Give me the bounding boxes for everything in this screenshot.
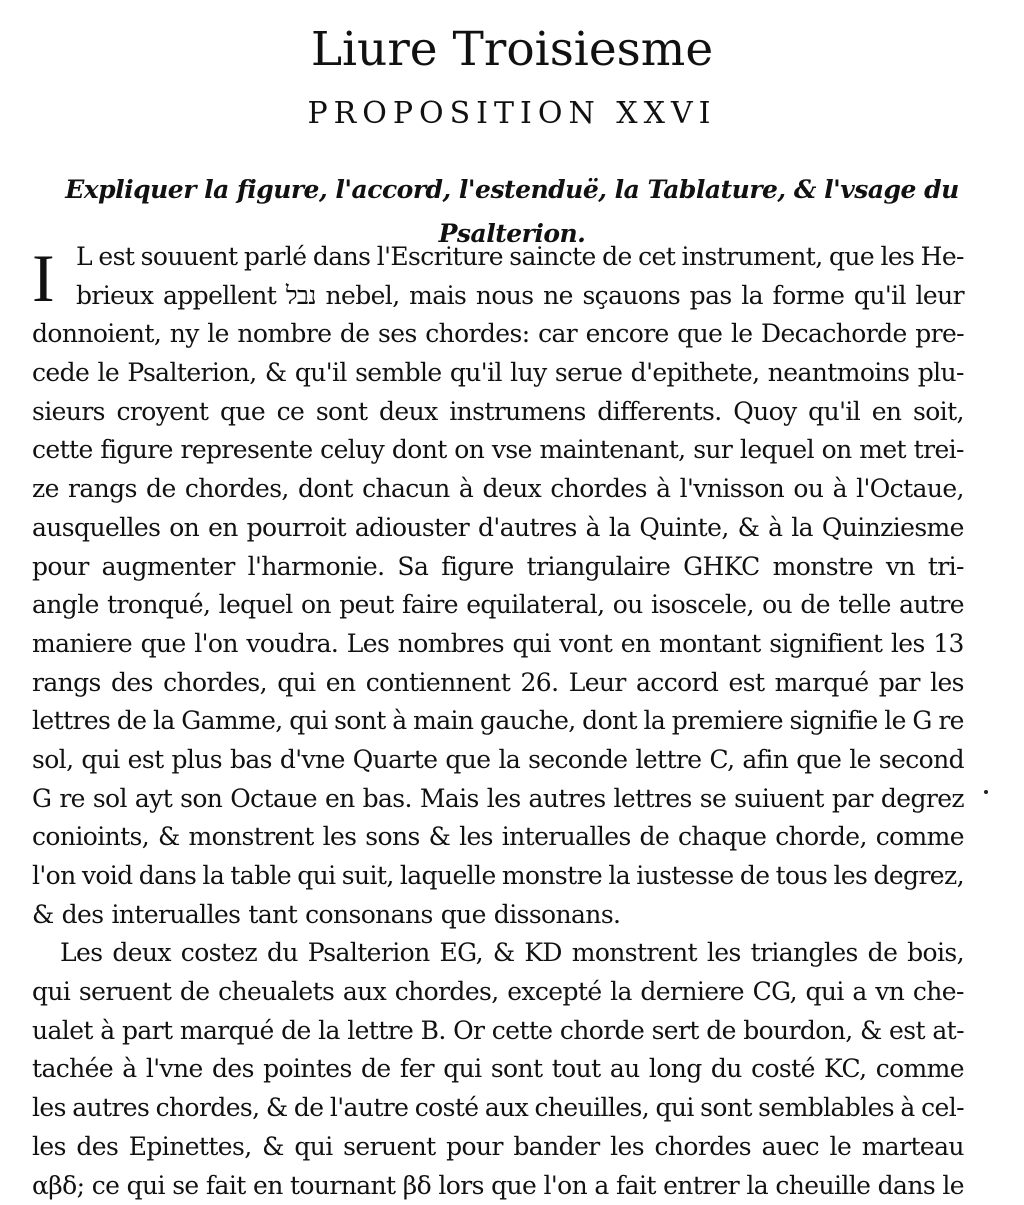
text-line: cede le Psalterion, & qu'il semble qu'il luy serue d'epithete, neantmoins plu- xyxy=(32,354,964,393)
ink-speck xyxy=(984,790,988,794)
drop-cap: I xyxy=(32,244,55,312)
proposition-subtitle: Expliquer la figure, l'accord, l'estenduë, la Tablature, & l'vsage du Psalterion. xyxy=(0,168,1024,256)
text-line: sieurs croyent que ce sont deux instrumens differents. Quoy qu'il en soit, xyxy=(32,393,964,432)
text-line: sol, qui est plus bas d'vne Quarte que la seconde lettre C, afin que le second xyxy=(32,741,964,780)
text-line: tachée à l'vne des pointes de fer qui sont tout au long du costé KC, comme xyxy=(32,1050,964,1089)
text-line: ualet à part marqué de la lettre B. Or cette chorde sert de bourdon, & est at- xyxy=(32,1012,964,1051)
text-line: ausquelles on en pourroit adiouster d'autres à la Quinte, & à la Quinziesme xyxy=(32,509,964,548)
paragraph-1 xyxy=(32,238,964,934)
text-line: L est souuent parlé dans l'Escriture saincte de cet instrument, que les He- xyxy=(32,238,964,277)
text-line: ze rangs de chordes, dont chacun à deux chordes à l'vnisson ou à l'Octaue, xyxy=(32,470,964,509)
running-head: Liure Troisiesme xyxy=(0,18,1024,82)
paragraph-2 xyxy=(32,934,964,1205)
text-line: maniere que l'on voudra. Les nombres qui vont en montant signifient les 13 xyxy=(32,625,964,664)
text-line: conioints, & monstrent les sons & les interualles de chaque chorde, comme xyxy=(32,818,964,857)
text-line: les des Epinettes, & qui seruent pour bander les chordes auec le marteau xyxy=(32,1128,964,1167)
text-line: & des interualles tant consonans que dissonans. xyxy=(32,896,964,935)
text-line: l'on void dans la table qui suit, laquelle monstre la iustesse de tous les degrez, xyxy=(32,857,964,896)
text-line: les autres chordes, & de l'autre costé aux cheuilles, qui sont semblables à cel- xyxy=(32,1089,964,1128)
text-line: lettres de la Gamme, qui sont à main gauche, dont la premiere signifie le G re xyxy=(32,702,964,741)
text-line: cette figure represente celuy dont on vse maintenant, sur lequel on met trei- xyxy=(32,431,964,470)
text-line: donnoient, ny le nombre de ses chordes: car encore que le Decachorde pre- xyxy=(32,315,964,354)
proposition-heading: PROPOSITION XXVI xyxy=(0,92,1024,136)
text-line: pour augmenter l'harmonie. Sa figure triangulaire GHKC monstre vn tri- xyxy=(32,548,964,587)
text-line: αβδ; ce qui se fait en tournant βδ lors que l'on a fait entrer la cheuille dans le xyxy=(32,1167,964,1205)
text-line: rangs des chordes, qui en contiennent 26. Leur accord est marqué par les xyxy=(32,664,964,703)
text-line: angle tronqué, lequel on peut faire equilateral, ou isoscele, ou de telle autre xyxy=(32,586,964,625)
body-text xyxy=(32,238,964,1205)
text-line: Les deux costez du Psalterion EG, & KD monstrent les triangles de bois, xyxy=(32,934,964,973)
text-line: brieux appellent נבל nebel, mais nous ne sçauons pas la forme qu'il leur xyxy=(32,277,964,316)
text-line: qui seruent de cheualets aux chordes, excepté la derniere CG, qui a vn che- xyxy=(32,973,964,1012)
text-line: G re sol ayt son Octaue en bas. Mais les autres lettres se suiuent par degrez xyxy=(32,780,964,819)
